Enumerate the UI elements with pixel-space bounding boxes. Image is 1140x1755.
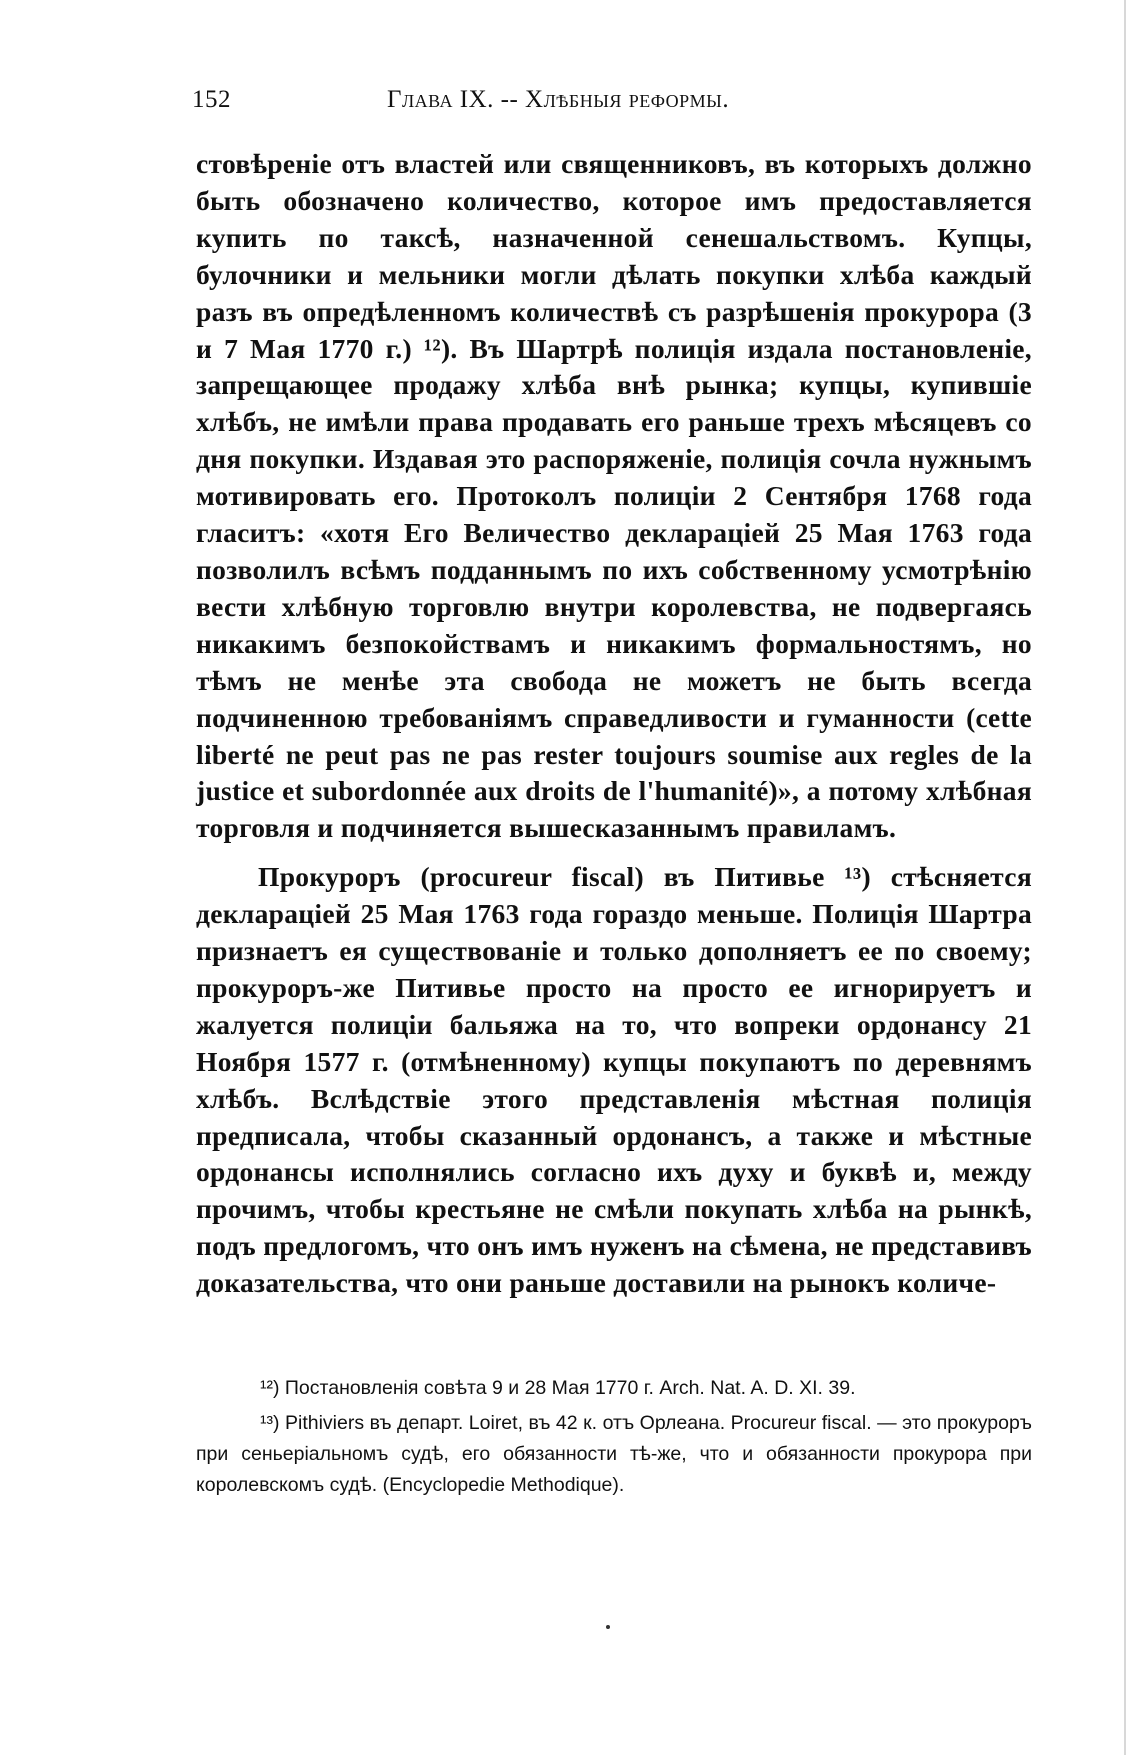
footnote-13: ¹³) Pithiviers въ департ. Loiret, въ 42 к. отъ Орлеана. Procureur fiscal. — это прокуроръ при сеньеріальномъ судѣ, его обязанности тѣ-же, что и обязанности прокурора при королевскомъ судѣ. (Encyclopedie Methodique). — [196, 1412, 1032, 1496]
print-speck — [606, 1625, 610, 1629]
running-title: Глава IX. -- Хлѣбныя реформы. — [387, 86, 730, 113]
paragraph: стовѣреніе отъ властей или священниковъ, въ которыхъ должно быть обозначено количество, которое имъ предоставляется купить по таксѣ, назначенной сенешальствомъ. Купцы, булочники и мельники могли дѣлать покупки хлѣба каждый разъ въ опредѣленномъ количествѣ съ разрѣшенія прокурора (3 и 7 Мая 1770 г.) ¹²). Въ Шартрѣ полиція издала постановленіе, запрещающее продажу хлѣба внѣ рынка; купцы, купившіе хлѣбъ, не имѣли права продавать его раньше трехъ мѣсяцевъ со дня покупки. Издавая это распоряженіе, полиція сочла нужнымъ мотивировать его. Протоколъ полиціи 2 Сентября 1768 года гласитъ: «хотя Его Величество декларацiей 25 Мая 1763 года позволилъ всѣмъ подданнымъ по ихъ собственному усмотрѣнію вести хлѣбную торговлю внутри королевства, не подвергаясь никакимъ безпокойствамъ и никакимъ формальностямъ, но тѣмъ не менѣе эта свобода не можетъ не быть всегда подчиненною требованiямъ справедливости и гуманности (cette liberté ne peut pas ne pas rester toujours soumise aux regles de la justice et subordonnée aux droits de l'humanité)», а потому хлѣбная торговля и подчиняется вышесказаннымъ правиламъ. — [196, 148, 1032, 844]
paragraph: Прокуроръ (procureur fiscal) въ Питивье ¹³) стѣсняется декларацiей 25 Мая 1763 года гораздо меньше. Полиція Шартра признаетъ ея существованіе и только дополняетъ ее по своему; прокуроръ-же Питивье просто на просто ее игнорируетъ и жалуется полиціи бальяжа на то, что вопреки ордонансу 21 Ноября 1577 г. (отмѣненному) купцы покупаютъ по деревнямъ хлѣбъ. Вслѣдствіе этого представленія мѣстная полиція предписала, чтобы сказанный ордонансъ, а также и мѣстные ордонансы исполнялись согласно ихъ духу и буквѣ и, между прочимъ, чтобы крестьяне не смѣли покупать хлѣба на рынкѣ, подъ предлогомъ, что онъ имъ нуженъ на сѣмена, не представивъ доказательства, что они раньше доставили на рынокъ количе- — [196, 861, 1032, 1299]
page-header — [192, 86, 840, 126]
body-text — [196, 146, 1032, 1302]
footnote-12: ¹²) Постановленія совѣта 9 и 28 Мая 1770 г. Arch. Nat. A. D. XI. 39. — [260, 1377, 856, 1399]
page-edge — [1124, 0, 1126, 1755]
footnotes — [196, 1373, 1032, 1505]
page-number: 152 — [192, 86, 231, 113]
